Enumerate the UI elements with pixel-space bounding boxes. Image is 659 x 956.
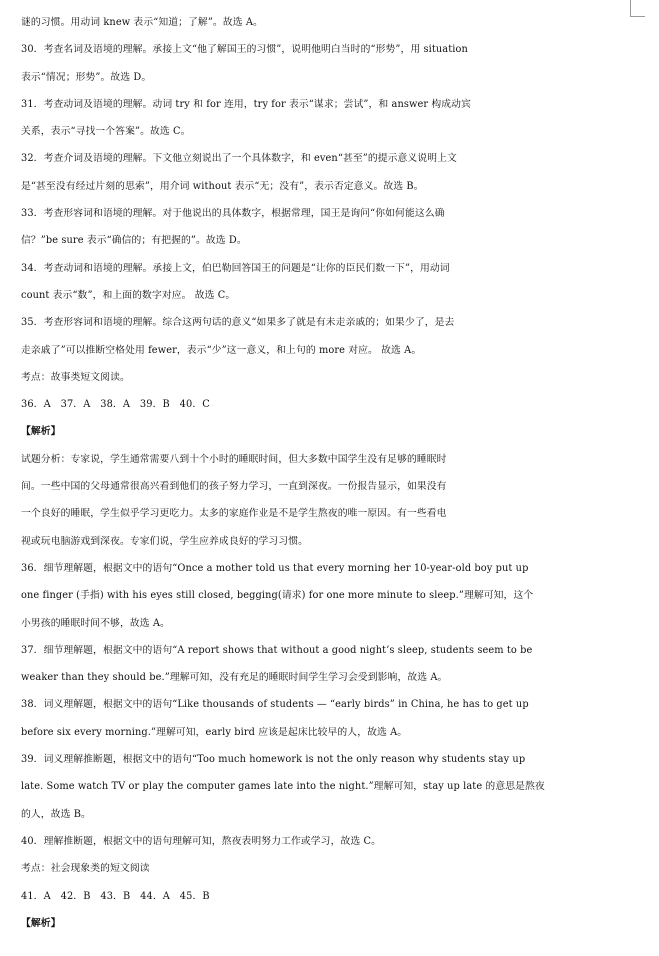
text-line: 谜的习惯。用动词 knew 表示“知道；了解”。故选 A。 [21,17,263,28]
text-line: 信？”be sure 表示“确信的；有把握的”。故选 D。 [21,235,247,247]
text-line: late. Some watch TV or play the computer games late into the night.”理解可知，stay up late 的意思是熬夜 [21,781,545,793]
text-line: 37．细节理解题，根据文中的语句“A report shows that without a good night’s sleep, students seem to be [21,644,533,656]
text-line: 一个良好的睡眠，学生似乎学习更吃力。太多的家庭作业是不是学生熬夜的唯一原因。有一些看电 [21,508,447,520]
text-line: 39．词义理解推断题，根据文中的语句“Too much homework is not the only reason why students stay up [21,754,526,766]
text-line: 视或玩电脑游戏到深夜。专家们说，学生应养成良好的学习习惯。 [21,535,309,547]
text-line: 考点：社会现象类的短文阅读 [21,863,150,875]
text-line: 小男孩的睡眠时间不够，故选 A。 [21,617,170,629]
text-line: 40．理解推断题，根据文中的语句理解可知，熬夜表明努力工作或学习，故选 C。 [21,835,381,847]
text-line: 35．考查形容词和语境的理解。综合这两句话的意义“如果多了就是有未走亲戚的；如果少了，是去 [21,317,455,329]
text-line: 32．考查介词及语境的理解。下文他立刻说出了一个具体数字，和 even“甚至”的提示意义说明上文 [21,153,457,165]
text-line: 38．词义理解题，根据文中的语句“Like thousands of students — “early birds” in China, he has to get up [21,699,529,711]
text-line: 36．A 37．A 38．A 39．B 40．C [21,399,210,411]
text-line: 关系，表示“寻找一个答案”。故选 C。 [21,126,191,138]
text-line: weaker than they should be.”理解可知，没有充足的睡眠时间学生学习会受到影响，故选 A。 [21,672,448,684]
text-line: 30．考查名词及语境的理解。承接上文“他了解国王的习惯”，说明他明白当时的“形势”，用 situation [21,44,468,56]
text-line: 【解析】 [21,917,61,929]
text-line: 间。一些中国的父母通常很高兴看到他们的孩子努力学习，一直到深夜。一份报告显示，如果没有 [21,481,447,493]
text-line: 36．细节理解题，根据文中的语句“Once a mother told us that every morning her 10-year-old boy put up [21,562,529,574]
text-line: 31．考查动词及语境的理解。动词 try 和 for 连用，try for 表示“谋求；尝试”，和 answer 构成动宾 [21,98,471,110]
text-line: 41．A 42．B 43．B 44．A 45．B [21,890,210,902]
text-line: 【解析】 [21,426,61,438]
text-line: 33．考查形容词和语境的理解。对于他说出的具体数字，根据常理，国王是询问“你如何能这么确 [21,208,445,220]
text-line: one finger (手指) with his eyes still closed, begging(请求) for one more minute to sleep.”理解可知，这个 [21,590,534,602]
text-line: 的人，故选 B。 [21,808,91,820]
text-line: 是“甚至没有经过片刻的思索”，用介词 without 表示“无；没有”，表示否定意义。故选 B。 [21,180,424,192]
document-body [21,9,641,937]
text-line: before six every morning.”理解可知，early bird 应该是起床比较早的人，故选 A。 [21,726,408,738]
text-line: count 表示“数”，和上面的数字对应。 故选 C。 [21,289,236,301]
text-line: 考点：故事类短文阅读。 [21,371,130,383]
text-line: 试题分析：专家说，学生通常需要八到十个小时的睡眠时间，但大多数中国学生没有足够的睡眠时 [21,453,447,465]
text-line: 走亲戚了”可以推断空格处用 fewer，表示“少”这一意义，和上句的 more 对应。 故选 A。 [21,344,422,356]
text-line: 表示“情况；形势”。故选 D。 [21,71,152,83]
text-line: 34．考查动词和语境的理解。承接上文，伯巴勒回答国王的问题是“让你的臣民们数一下”，用动词 [21,262,450,274]
